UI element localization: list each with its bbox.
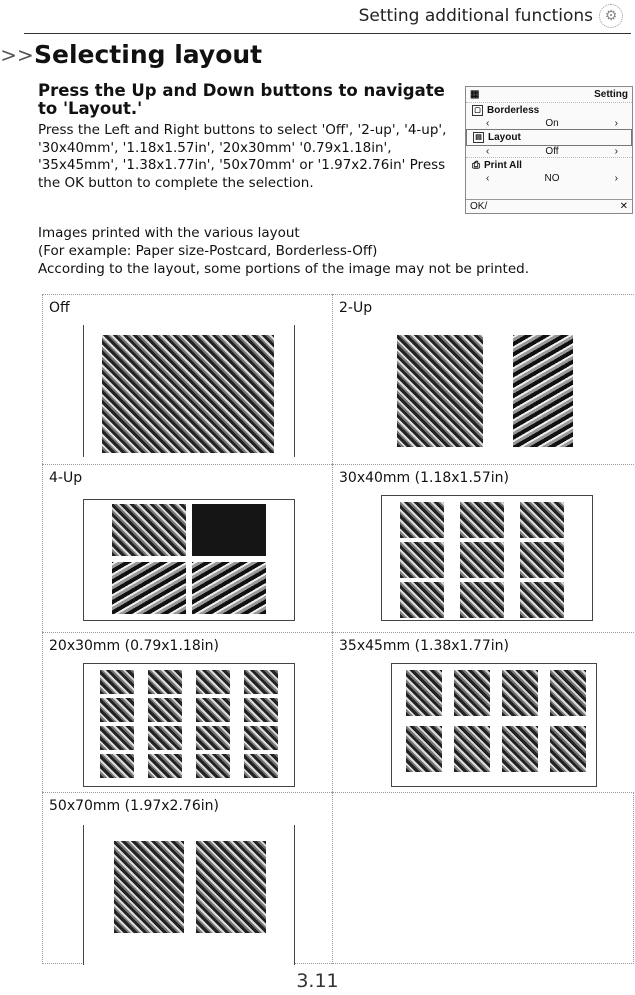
- note-line: Images printed with the various layout: [38, 225, 300, 241]
- paper-sheet: [391, 663, 597, 787]
- chevron-right-icon: ›: [614, 118, 618, 129]
- ok-label: OK/: [470, 201, 488, 212]
- photo-thumbnail: [192, 504, 266, 556]
- photo-thumbnail: [196, 754, 230, 778]
- menu-row-label: Print All: [484, 160, 522, 171]
- photo-thumbnail: [244, 670, 278, 694]
- menu-value-layout: Off: [545, 146, 559, 157]
- chevron-left-icon: ‹: [486, 118, 490, 129]
- layout-example-20x30: [42, 632, 332, 792]
- chevron-left-icon: ‹: [486, 173, 490, 184]
- photo-thumbnail: [454, 670, 490, 716]
- intro-heading: Press the Up and Down buttons to navigate to 'Layout.': [38, 81, 445, 118]
- menu-row-value: [466, 173, 632, 184]
- page-number: 3.11: [296, 970, 339, 992]
- menu-value-print-all: NO: [544, 173, 560, 184]
- menu-row-label: Layout: [488, 132, 521, 143]
- photo-thumbnail: [520, 582, 564, 618]
- photo-thumbnail: [397, 335, 483, 447]
- photo-thumbnail: [406, 670, 442, 716]
- photo-thumbnail: [460, 542, 504, 578]
- layout-example-35x45: [332, 632, 634, 792]
- photo-thumbnail: [148, 670, 182, 694]
- layout-label: 20x30mm (0.79x1.18in): [49, 638, 219, 654]
- empty-cell: [332, 792, 634, 964]
- layout-example-2up: [332, 294, 634, 464]
- photo-thumbnail: [244, 754, 278, 778]
- photo-thumbnail: [406, 726, 442, 772]
- layout-label: 4-Up: [49, 470, 83, 486]
- photo-thumbnail: [100, 754, 134, 778]
- print-icon: ⎙: [472, 160, 480, 171]
- photo-thumbnail: [102, 335, 274, 453]
- paper-sheet: [83, 499, 295, 621]
- header-rule: [24, 33, 631, 34]
- gear-icon: ⚙: [599, 4, 623, 28]
- section-header: [359, 4, 623, 28]
- menu-row-label: Borderless: [487, 105, 540, 116]
- layout-example-4up: [42, 464, 332, 632]
- page-title: Selecting layout: [34, 40, 263, 69]
- photo-thumbnail: [100, 726, 134, 750]
- photo-thumbnail: [244, 698, 278, 722]
- photo-thumbnail: [244, 726, 278, 750]
- menu-row-borderless: [466, 102, 632, 118]
- photo-thumbnail: [112, 562, 186, 614]
- photo-thumbnail: [100, 698, 134, 722]
- section-title: Setting additional functions: [358, 6, 593, 26]
- notes: [38, 224, 529, 278]
- photo-thumbnail: [192, 562, 266, 614]
- photo-thumbnail: [196, 841, 266, 933]
- menu-row-print-all: [466, 157, 632, 173]
- photo-thumbnail: [114, 841, 184, 933]
- layout-example-50x70: [42, 792, 332, 964]
- photo-thumbnail: [148, 698, 182, 722]
- photo-thumbnail: [196, 726, 230, 750]
- layout-example-30x40: [332, 464, 634, 632]
- menu-footer: [466, 199, 632, 213]
- photo-thumbnail: [112, 504, 186, 556]
- photo-thumbnail: [502, 670, 538, 716]
- menu-logo-icon: ▦: [470, 89, 480, 100]
- menu-value-borderless: On: [545, 118, 559, 129]
- photo-thumbnail: [502, 726, 538, 772]
- photo-thumbnail: [148, 726, 182, 750]
- photo-thumbnail: [513, 335, 573, 447]
- photo-thumbnail: [196, 698, 230, 722]
- photo-thumbnail: [460, 582, 504, 618]
- photo-thumbnail: [148, 754, 182, 778]
- chevron-right-icon: ›: [614, 173, 618, 184]
- layout-example-off: [42, 294, 332, 464]
- paper-sheet: [83, 825, 295, 965]
- intro-section: [38, 82, 448, 192]
- borderless-icon: ▢: [472, 105, 483, 116]
- close-icon: ✕: [619, 201, 628, 212]
- layout-icon: ▤: [473, 132, 484, 143]
- photo-thumbnail: [400, 542, 444, 578]
- layout-label: Off: [49, 300, 70, 316]
- menu-header: [466, 87, 632, 102]
- photo-thumbnail: [100, 670, 134, 694]
- note-line: According to the layout, some portions of the image may not be printed.: [38, 261, 529, 277]
- photo-thumbnail: [520, 542, 564, 578]
- menu-row-value: [466, 146, 632, 157]
- chevron-left-icon: ‹: [486, 146, 490, 157]
- note-line: (For example: Paper size-Postcard, Borderless-Off): [38, 243, 378, 259]
- layout-label: 30x40mm (1.18x1.57in): [339, 470, 509, 486]
- paper-sheet: [387, 325, 583, 457]
- photo-thumbnail: [400, 502, 444, 538]
- photo-thumbnail: [460, 502, 504, 538]
- paper-sheet: [83, 663, 295, 787]
- chevron-right-icon: ›: [614, 146, 618, 157]
- photo-thumbnail: [550, 726, 586, 772]
- settings-menu-screenshot: [465, 86, 633, 214]
- photo-thumbnail: [520, 502, 564, 538]
- photo-thumbnail: [196, 670, 230, 694]
- menu-row-value: [466, 118, 632, 129]
- layout-label: 50x70mm (1.97x2.76in): [49, 798, 219, 814]
- page-title-row: [0, 40, 262, 69]
- photo-thumbnail: [454, 726, 490, 772]
- double-chevron-icon: >>: [0, 42, 34, 67]
- photo-thumbnail: [400, 582, 444, 618]
- layout-label: 35x45mm (1.38x1.77in): [339, 638, 509, 654]
- paper-sheet: [83, 325, 295, 457]
- intro-body: Press the Left and Right buttons to select 'Off', '2-up', '4-up', '30x40mm', '1.18x1.57in', '20x30mm' '0.79x1.18in', '35x45mm', '1.38x1.77in', '50x70mm' or '1.97x2.76in' Press the OK button to complete the selection.: [38, 122, 447, 191]
- paper-sheet: [381, 495, 593, 621]
- menu-title: Setting: [594, 89, 628, 100]
- menu-row-layout: [466, 129, 632, 146]
- photo-thumbnail: [550, 670, 586, 716]
- layout-label: 2-Up: [339, 300, 373, 316]
